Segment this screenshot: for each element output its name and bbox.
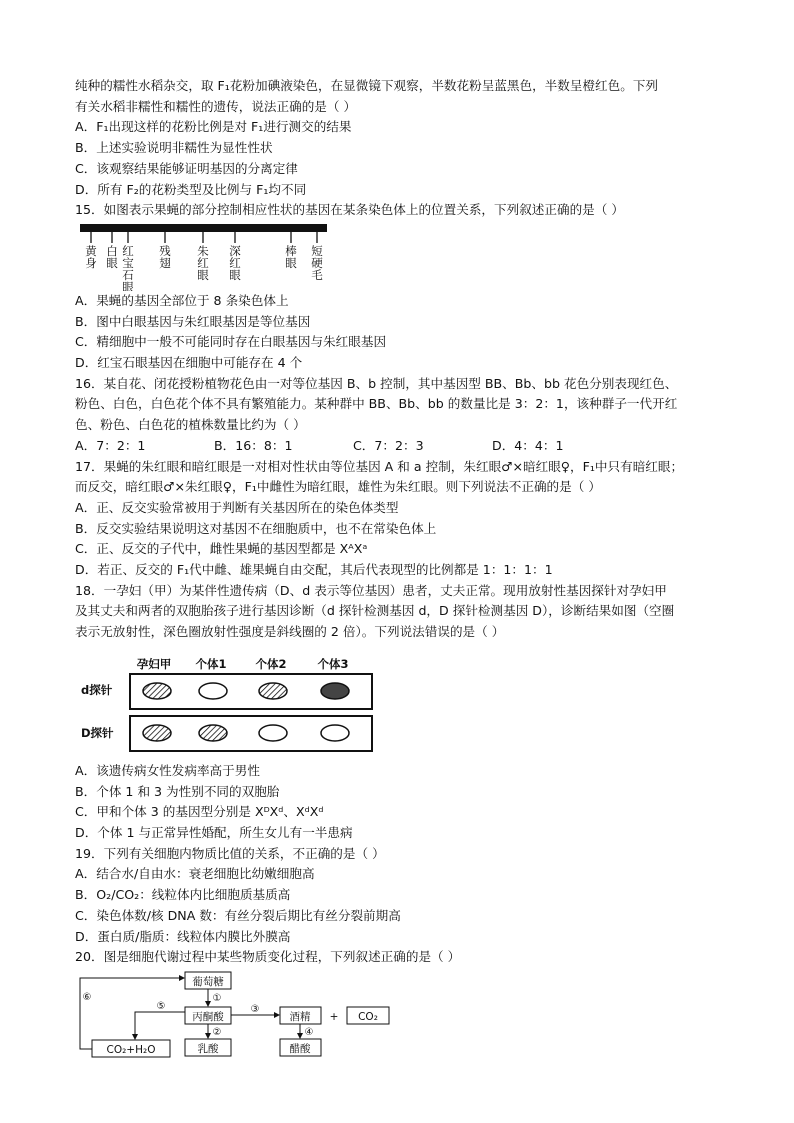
probe-figure [75, 657, 727, 753]
q15-option-c: C．精细胞中一般不可能同时存在白眼基因与朱红眼基因 [75, 334, 387, 350]
q19-option-b: B．O₂/CO₂：线粒体内比细胞质基质高 [75, 887, 291, 903]
D-probe-individual3 [321, 725, 349, 741]
col-label-individual2: 个体2 [255, 656, 287, 671]
q15-option-a: A．果蝇的基因全部位于 8 条染色体上 [75, 292, 289, 308]
step-1: ① [212, 992, 222, 1004]
q17-option-b: B．反交实验结果说明这对基因不在细胞质中，也不在常染色体上 [75, 520, 437, 536]
d-probe-individual3 [321, 683, 349, 699]
q19-option-a: A．结合水/自由水：衰老细胞比幼嫩细胞高 [75, 866, 315, 882]
step-6: ⑥ [82, 991, 92, 1003]
step-3: ③ [250, 1003, 260, 1015]
gene-label-white-eye: 白眼 [106, 243, 118, 270]
q18-option-d: D．个体 1 与正常异性婚配，所生女儿有一半患病 [75, 824, 353, 840]
q17-option-c: C．正、反交的子代中，雌性果蝇的基因型都是 XᴬXᵃ [75, 541, 368, 557]
gene-ticks [91, 232, 317, 243]
q18-option-b: B．个体 1 和 3 为性别不同的双胞胎 [75, 783, 280, 799]
gene-label-bar-eye: 棒眼 [285, 243, 297, 270]
metabolism-svg [75, 970, 405, 1060]
q14-stem-line1: 纯种的糯性水稻杂交，取 F₁花粉加碘液染色，在显微镜下观察，半数花粉呈蓝黑色，半数呈橙红色。下列 [75, 78, 659, 93]
q16-stem-line2: 粉色、白色，白色花个体不具有繁殖能力。某种群中 BB、Bb、bb 的数量比是 3：2：1，该种群子一代开红 [75, 396, 678, 412]
D-probe-individual2 [259, 725, 287, 741]
q19-option-c: C．染色体数/核 DNA 数：有丝分裂后期比有丝分裂前期高 [75, 907, 401, 923]
q14-option-c: C．该观察结果能够证明基因的分离定律 [75, 160, 298, 176]
q16-option-c: C．7：2：3 [353, 437, 424, 453]
q18-stem-line3: 表示无放射性，深色圈放射性强度是斜线圈的 2 倍）。下列说法错误的是（ ） [75, 624, 505, 640]
q15-option-d: D．红宝石眼基因在细胞中可能存在 4 个 [75, 355, 303, 371]
exam-page [75, 76, 727, 1060]
step-4: ④ [304, 1026, 314, 1038]
q17-stem-line1: 17．果蝇的朱红眼和暗红眼是一对相对性状由等位基因 A 和 a 控制，朱红眼♂×暗红眼♀，F₁中只有暗红眼； [75, 458, 684, 474]
q16-stem-line1: 16．某自花、闭花授粉植物花色由一对等位基因 B、b 控制，其中基因型 BB、Bb、bb 花色分别表现红色、 [75, 375, 678, 391]
q16-option-a: A．7：2：1 [75, 437, 146, 453]
q14-stem-line2: 有关水稻非糯性和糯性的遗传，说法正确的是（ ） [75, 98, 357, 114]
gene-label-ruby-eye: 红宝石眼 [122, 243, 134, 291]
q17-stem-line2: 而反交，暗红眼♂×朱红眼♀，F₁中雌性为暗红眼，雄性为朱红眼。则下列说法不正确的是（ ） [75, 479, 601, 495]
step-5: ⑤ [156, 1000, 166, 1012]
q17-option-a: A．正、反交实验常被用于判断有关基因所在的染色体类型 [75, 499, 399, 515]
d-probe-individual2 [259, 683, 287, 699]
label-alcohol: 酒精 [289, 1010, 311, 1023]
label-acetic: 醋酸 [289, 1042, 311, 1055]
q16-option-b: B．16：8：1 [214, 437, 293, 453]
d-probe-pregnant [143, 683, 171, 699]
q19-option-d: D．蛋白质/脂质：线粒体内膜比外膜高 [75, 928, 291, 944]
label-pyruvate: 丙酮酸 [192, 1010, 224, 1023]
chromosome-svg [75, 221, 335, 291]
d-probe-individual1 [199, 683, 227, 699]
gene-label-vestigial-wing: 残翅 [159, 243, 171, 270]
D-probe-pregnant [143, 725, 171, 741]
label-co2: CO₂ [358, 1010, 378, 1023]
D-probe-individual1 [199, 725, 227, 741]
q16-option-d: D．4：4：1 [492, 437, 564, 453]
q16-options [75, 436, 727, 457]
row-label-d-probe: d探针 [81, 682, 113, 697]
arrow-5 [135, 1012, 185, 1039]
label-glucose: 葡萄糖 [192, 975, 224, 988]
metabolism-diagram [75, 970, 727, 1060]
q14-option-b: B．上述实验说明非糯性为显性性状 [75, 140, 273, 156]
label-co2-h2o: CO₂+H₂O [106, 1043, 156, 1056]
step-2: ② [212, 1026, 222, 1038]
probe-svg [75, 657, 375, 753]
q20-stem: 20．图是细胞代谢过程中某些物质变化过程，下列叙述正确的是（ ） [75, 949, 461, 965]
gene-label-yellow-body: 黄身 [85, 243, 97, 270]
q17-option-d: D．若正、反交的 F₁代中雌、雄果蝇自由交配，其后代表现型的比例都是 1：1：1：1 [75, 562, 553, 578]
chromosome-figure [75, 221, 727, 291]
col-label-pregnant: 孕妇甲 [136, 656, 172, 671]
q18-stem-line1: 18．一孕妇（甲）为某伴性遗传病（D、d 表示等位基因）患者，丈夫正常。现用放射性基因探针对孕妇甲 [75, 582, 667, 598]
q15-stem: 15．如图表示果蝇的部分控制相应性状的基因在某条染色体上的位置关系，下列叙述正确的是（ ） [75, 202, 624, 218]
arrow-6 [80, 978, 184, 1049]
q16-stem-line3: 色、粉色、白色花的植株数量比约为（ ） [75, 417, 306, 433]
gene-label-dark-red-eye: 深红眼 [229, 243, 241, 282]
gene-label-short-bristle: 短硬毛 [311, 243, 323, 282]
q19-stem: 19．下列有关细胞内物质比值的关系，不正确的是（ ） [75, 845, 385, 861]
q14-option-a: A．F₁出现这样的花粉比例是对 F₁进行测交的结果 [75, 119, 352, 135]
q14-option-d: D．所有 F₂的花粉类型及比例与 F₁均不同 [75, 181, 307, 197]
q18-stem-line2: 及其丈夫和两者的双胞胎孩子进行基因诊断（d 探针检测基因 d，D 探针检测基因 D），诊断结果如图（空圈 [75, 603, 675, 619]
label-lactic: 乳酸 [197, 1042, 219, 1055]
gene-label-vermilion-eye: 朱红眼 [197, 243, 209, 282]
q15-option-b: B．图中白眼基因与朱红眼基因是等位基因 [75, 313, 311, 329]
label-plus: + [329, 1010, 339, 1023]
col-label-individual1: 个体1 [195, 656, 227, 671]
col-label-individual3: 个体3 [317, 656, 349, 671]
chromosome-bar [80, 224, 327, 232]
q18-option-a: A．该遗传病女性发病率高于男性 [75, 762, 260, 778]
q18-option-c: C．甲和个体 3 的基因型分别是 XᴰXᵈ、XᵈXᵈ [75, 804, 324, 820]
row-label-D-probe: D探针 [81, 725, 114, 740]
